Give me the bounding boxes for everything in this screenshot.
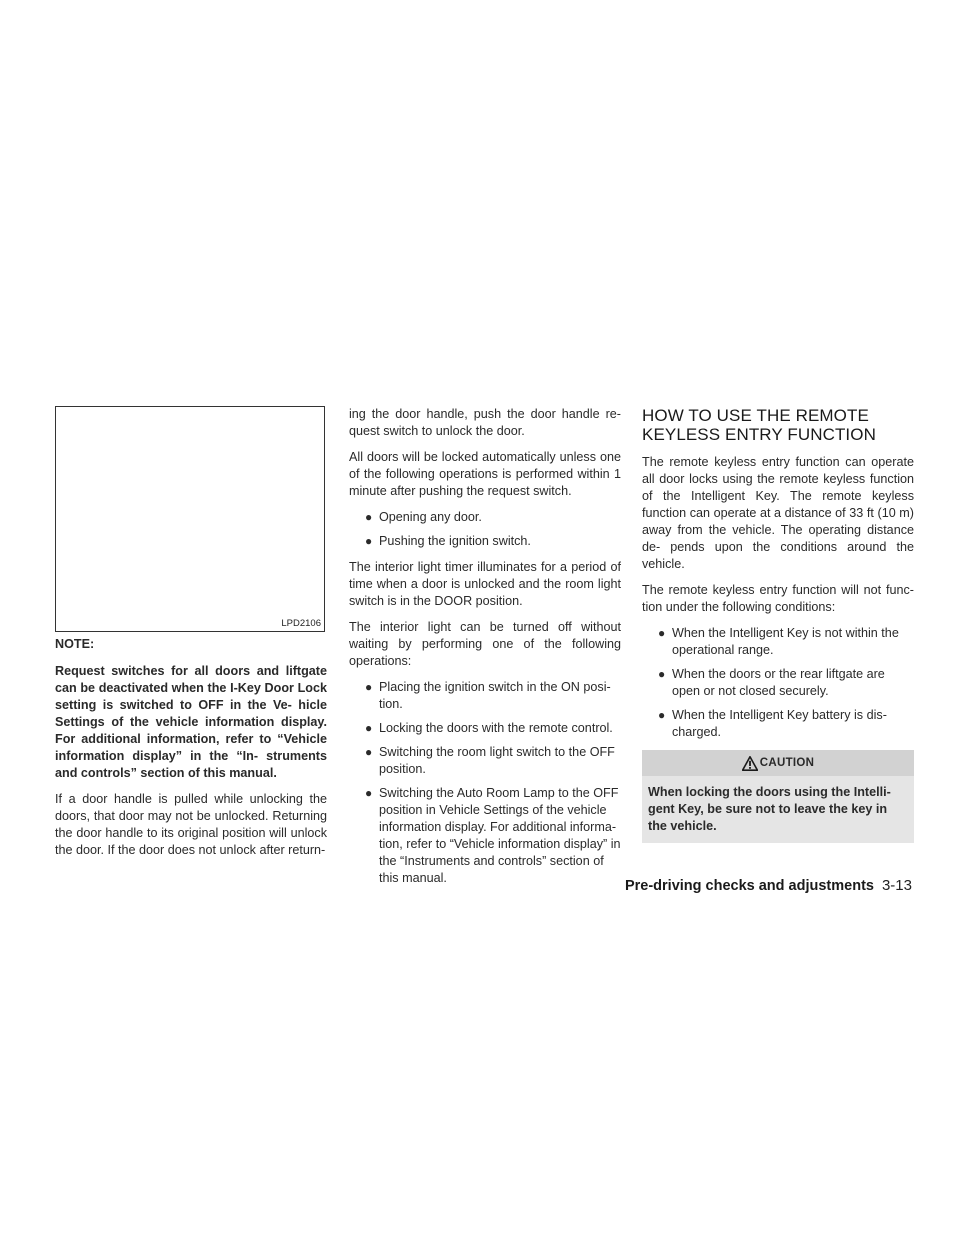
caution-label: CAUTION <box>759 756 815 769</box>
paragraph: ing the door handle, push the door handle re- quest switch to unlock the door. <box>349 407 621 438</box>
list-item: ● Locking the doors with the remote control. <box>365 721 613 735</box>
footer-section-title: Pre-driving checks and adjustments <box>624 878 874 894</box>
bullet-list <box>349 679 621 887</box>
bullet-icon: ● <box>365 745 373 759</box>
list-item: ● When the Intelligent Key battery is dis- charged. <box>658 708 887 739</box>
bullet-list <box>642 625 914 741</box>
list-item: ● Pushing the ignition switch. <box>365 534 531 548</box>
column-middle <box>349 406 621 896</box>
paragraph: All doors will be locked automatically unless one of the following operations is performed within 1 minute after pushing the request switch. <box>349 450 621 498</box>
page-footer <box>625 877 912 894</box>
bullet-icon: ● <box>365 680 373 694</box>
caution-header <box>642 750 914 776</box>
paragraph: If a door handle is pulled while unlocking the doors, that door may not be unlocked. Returning the door handle to its original position will unlock the door. If the door does not unlock after return- <box>55 792 327 857</box>
bullet-icon: ● <box>658 667 666 681</box>
column-left <box>55 406 327 868</box>
bullet-icon: ● <box>365 721 373 735</box>
list-item: ● Switching the Auto Room Lamp to the OFF position in Vehicle Settings of the vehicle information display. For additional informa- tion, refer to “Vehicle information display” in the “Instruments and controls” section of this manual. <box>365 786 621 885</box>
list-item: ● Placing the ignition switch in the ON posi- tion. <box>365 680 611 711</box>
bullet-list <box>349 509 621 550</box>
note-text: Request switches for all doors and liftgate can be deactivated when the I-Key Door Lock setting is switched to OFF in the Ve- hicle Settings of the vehicle information display. For additional information, refer to “Vehicle information display” in the “In- struments and controls” section of this manual. <box>55 664 327 780</box>
list-item: ● Opening any door. <box>365 510 482 524</box>
paragraph: The remote keyless entry function will not func- tion under the following conditions: <box>642 583 914 614</box>
bullet-icon: ● <box>365 510 373 524</box>
paragraph: The interior light can be turned off without waiting by performing one of the following operations: <box>349 620 621 668</box>
paragraph: The interior light timer illuminates for a period of time when a door is unlocked and the room light switch is in the DOOR position. <box>349 560 621 608</box>
column-right <box>642 406 914 843</box>
caution-box <box>642 750 914 843</box>
warning-icon <box>742 756 758 771</box>
bullet-icon: ● <box>658 626 666 640</box>
note-label: NOTE: <box>55 637 95 651</box>
caution-text: When locking the doors using the Intelli- gent Key, be sure not to leave the key in the vehicle. <box>648 785 891 833</box>
section-heading: HOW TO USE THE REMOTE KEYLESS ENTRY FUNCTION <box>642 406 876 444</box>
bullet-icon: ● <box>658 708 666 722</box>
list-item: ● When the Intelligent Key is not within the operational range. <box>658 626 899 657</box>
figure-placeholder <box>55 406 325 632</box>
list-item: ● When the doors or the rear liftgate are open or not closed securely. <box>658 667 885 698</box>
figure-code: LPD2106 <box>281 618 321 629</box>
list-item: ● Switching the room light switch to the OFF position. <box>365 745 615 776</box>
bullet-icon: ● <box>365 534 373 548</box>
page-number: 3-13 <box>881 877 912 894</box>
bullet-icon: ● <box>365 786 373 800</box>
paragraph: The remote keyless entry function can operate all door locks using the remote keyless function of the Intelligent Key. The remote keyless function can operate at a distance of 33 ft (10 m) away from the vehicle. The operating distance de- pends upon the conditions around the vehicle. <box>642 455 914 571</box>
